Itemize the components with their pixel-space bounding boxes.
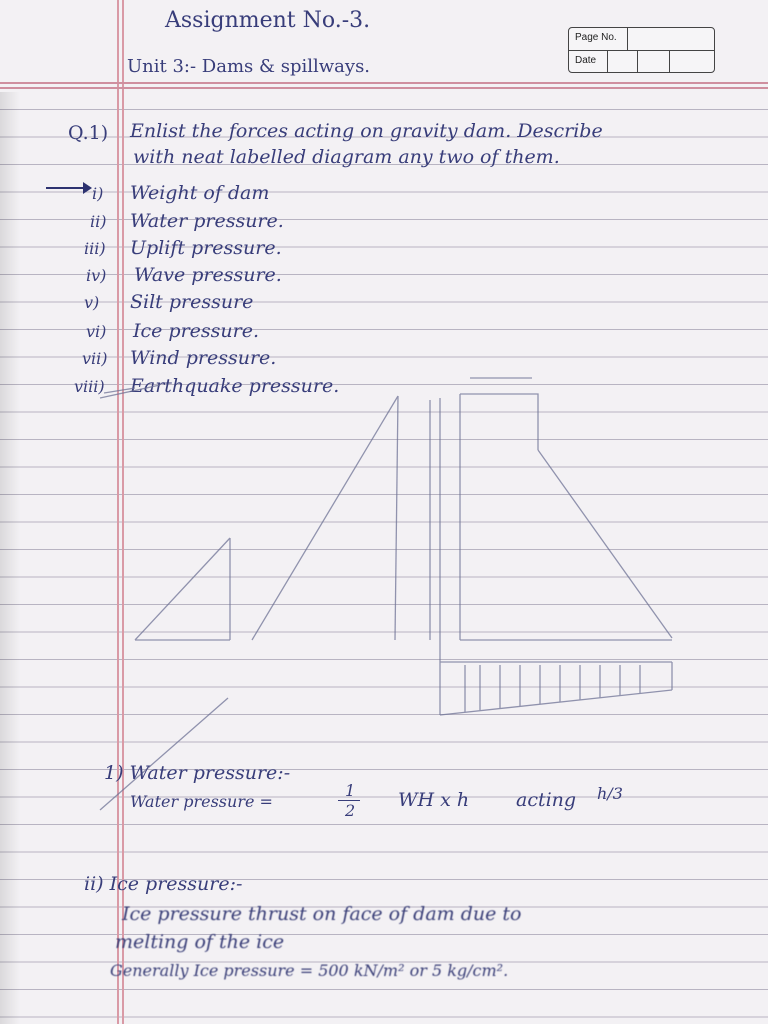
section2-line-3: Generally Ice pressure = 500 kN/m² or 5 kg/cm². xyxy=(110,961,509,980)
uplift-diagram xyxy=(440,690,672,715)
section1-acting-value: h/3 xyxy=(597,784,623,803)
force-text: Wind pressure. xyxy=(130,347,277,369)
force-num: v) xyxy=(84,293,100,312)
strike-line xyxy=(104,388,135,393)
date-label: Date xyxy=(575,55,597,66)
unit-title: Unit 3:- Dams & spillways. xyxy=(127,56,371,77)
question-line-2: with neat labelled diagram any two of them. xyxy=(133,146,560,168)
section1-formula-prefix: Water pressure = xyxy=(130,792,273,811)
page-no-label: Page No. xyxy=(575,32,617,43)
dam-upstream-vertical xyxy=(395,396,398,640)
uplift-hatching xyxy=(465,665,640,712)
force-text: Wave pressure. xyxy=(134,264,282,286)
force-text: Silt pressure xyxy=(130,291,254,313)
section1-heading: 1) Water pressure:- xyxy=(104,762,291,784)
question-number: Q.1) xyxy=(68,122,109,144)
question-line-1: Enlist the forces acting on gravity dam. Describe xyxy=(130,120,603,142)
force-text: Water pressure. xyxy=(130,210,284,232)
assignment-title: Assignment No.-3. xyxy=(165,8,371,33)
section1-formula-rest: WH x h xyxy=(398,789,470,811)
force-text: Weight of dam xyxy=(130,182,270,204)
section2-line-2: melting of the ice xyxy=(115,931,285,953)
section2-heading: ii) Ice pressure:- xyxy=(84,873,243,895)
force-num: iv) xyxy=(86,266,107,285)
section2-line-1: Ice pressure thrust on face of dam due to xyxy=(122,903,522,925)
force-num: i) xyxy=(92,184,104,203)
force-num: viii) xyxy=(74,377,105,396)
strike-line xyxy=(100,385,160,398)
force-num: ii) xyxy=(90,212,107,231)
water-pressure-triangle xyxy=(135,538,230,640)
dam-downstream-face xyxy=(538,450,672,638)
force-num: vii) xyxy=(82,349,108,368)
force-text: Uplift pressure. xyxy=(130,237,282,259)
dam-upstream-face xyxy=(252,396,398,640)
fraction-denominator: 2 xyxy=(345,801,356,820)
force-text: Earthquake pressure. xyxy=(130,375,340,397)
fraction-numerator: 1 xyxy=(345,781,356,800)
section1-acting: acting xyxy=(516,789,577,811)
force-num: iii) xyxy=(84,239,106,258)
force-num: vi) xyxy=(86,322,107,341)
force-text: Ice pressure. xyxy=(133,320,260,342)
dam-top xyxy=(460,394,538,450)
